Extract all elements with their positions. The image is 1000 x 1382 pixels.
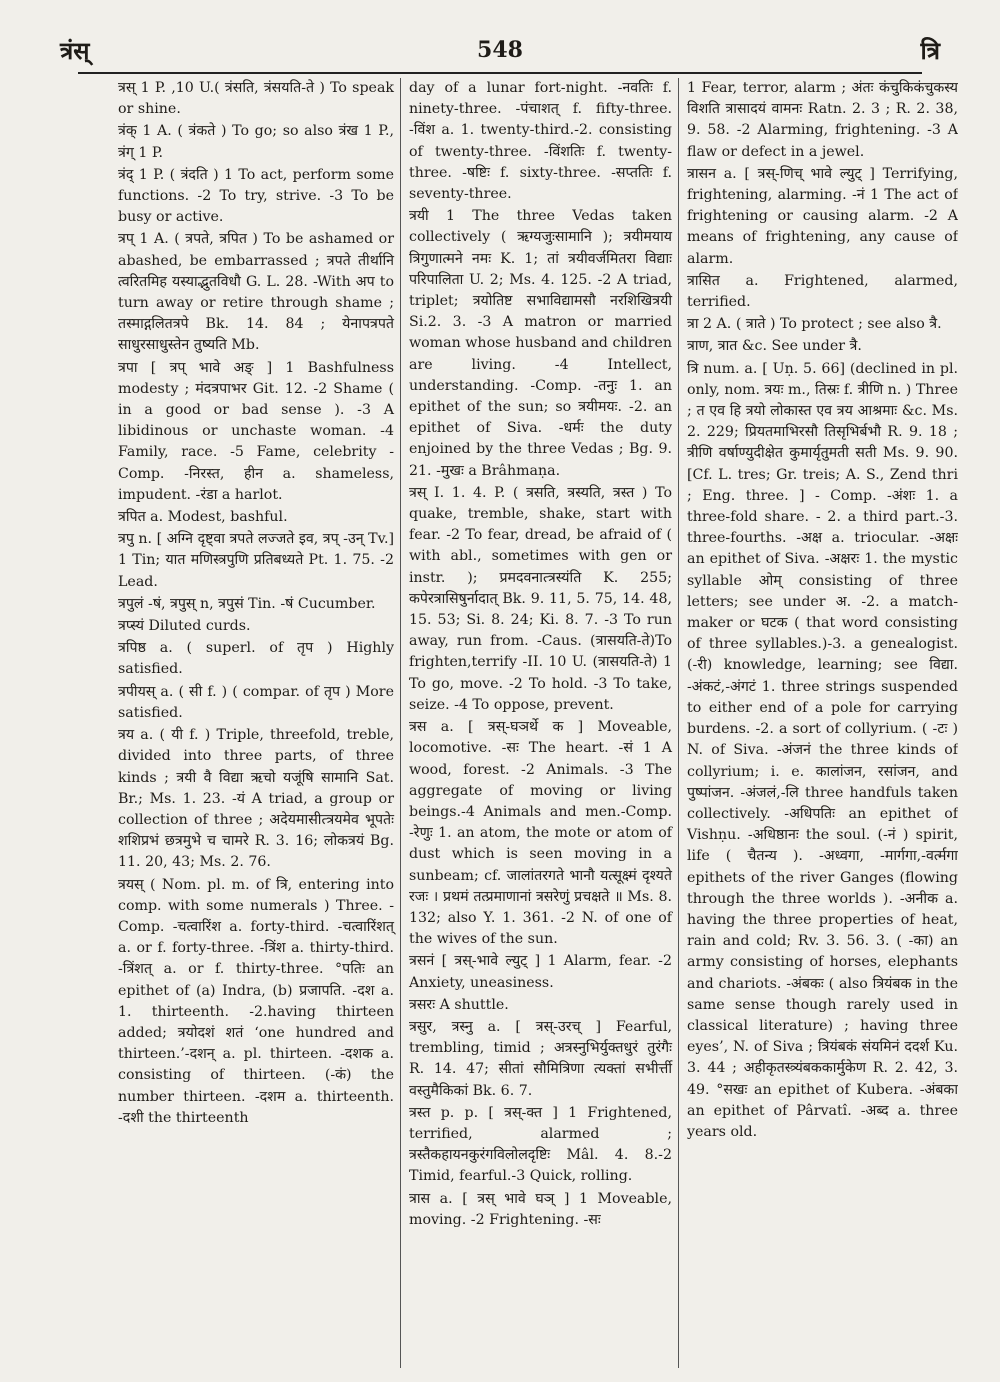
- entry: त्रासन a. [ त्रस्-णिच् भावे ल्युट् ] Terrifying, frightening, alarming. -नं 1 The act of frightening or causing alarm. -2 A means of frightening, any cause of alarm.: [687, 165, 958, 267]
- entry: त्रपीयस् a. ( सी f. ) ( compar. of तृप ) More satisfied.: [118, 683, 394, 721]
- right-guide-word: त्रि: [920, 35, 940, 65]
- entry: त्रपा [ त्रप् भावे अङ् ] 1 Bashfulness modesty ; मंदत्रपाभर Git. 12. -2 Shame ( in a good or bad sense ). -3 A libidinous or unchaste woman. -4 Family, race. -5 Fame, celebrity -Comp. -निरस्त, हीन a. shameless, impudent. -रंडा a harlot.: [118, 359, 394, 503]
- entry: त्रसरः A shuttle.: [409, 996, 509, 1013]
- entry: त्रयी 1 The three Vedas taken collectively ( ऋग्यजुःसामानि ); त्रयीमयाय त्रिगुणात्मने नमः K. 1; तां त्रयीवर्जमितरा विद्याः परिपालिता U. 2; Ms. 4. 125. -2 A triad, triplet; त्रयोतिष्ट सभाविद्यामसौ नरशिखित्रयी Si.2. 3. -3 A matron or married woman whose husband and children are living. -4 Intellect, understanding. -Comp. -तनुः 1. an epithet of the sun; so त्रयीमयः. -2. an epithet of Siva. -धर्मः the duty enjoined by the three Vedas ; Bg. 9. 21. -मुखः a Brâhmaṇa.: [409, 208, 672, 479]
- page-header: [60, 28, 940, 72]
- entry: त्रपित a. Modest, bashful.: [118, 509, 288, 526]
- column-1: [118, 78, 400, 1368]
- entry: त्रप् 1 A. ( त्रपते, त्रपित ) To be ashamed or abashed, be embarrassed ; त्रपते तीर्थानि त्वरितमिह यस्याद्भुतविधौ G. L. 28. -With अप to turn away or retire through shame ; तस्माद्गलितत्रपे Bk. 14. 84 ; येनापत्रपते साधुरसाधुस्तेन तुष्यति Mb.: [118, 231, 394, 354]
- entry: त्रस् 1 P. ,10 U.( त्रंसति, त्रंसयति-ते ) To speak or shine.: [118, 80, 394, 118]
- entry: त्रपु n. [ अग्नि दृष्ट्वा त्रपते लज्जते इव, त्रप् -उन् Tv.] 1 Tin; यात मणिस्त्रपुणि प्रतिबध्यते Pt. 1. 75. -2 Lead.: [118, 531, 394, 590]
- entry: त्रास a. [ त्रस् भावे घञ् ] 1 Moveable, moving. -2 Frightening. -सः: [409, 1190, 672, 1228]
- column-2: [400, 78, 678, 1368]
- entry: त्रपिष्ठ a. ( superl. of तृप ) Highly satisfied.: [118, 640, 394, 678]
- entry: त्रस् I. 1. 4. P. ( त्रसति, त्रस्यति, त्रस्त ) To quake, tremble, shake, start with fear. -2 To fear, dread, be afraid of ( with abl., sometimes with gen or instr. ); प्रमदवनात्त्रस्यंति K. 255; कपेरत्रासिषुर्नादात् Bk. 9. 11, 5. 75, 14. 48, 15. 53; Si. 8. 24; Ki. 8. 7. -3 To run away, run from. -Caus. (त्रासयति-ते)To frighten,terrify -II. 10 U. (त्रासयति-ते) 1 To go, move. -2 To hold. -3 To take, seize. -4 To oppose, prevent.: [409, 484, 672, 713]
- entry: त्राण, त्रात &c. See under त्रै.: [687, 338, 862, 355]
- left-guide-word: त्रंस्: [60, 35, 90, 65]
- entry: त्रप्स्यं Diluted curds.: [118, 618, 251, 635]
- entry: त्रा 2 A. ( त्राते ) To protect ; see also त्रै.: [687, 316, 942, 333]
- entry: त्रंक् 1 A. ( त्रंकते ) To go; so also त्रंख 1 P., त्रंग् 1 P.: [118, 123, 394, 161]
- entry: त्रसनं [ त्रस्-भावे ल्युट् ] 1 Alarm, fear. -2 Anxiety, uneasiness.: [409, 953, 672, 991]
- entry: त्रंद् 1 P. ( त्रंदति ) 1 To act, perform some functions. -2 To try, strive. -3 To be busy or active.: [118, 166, 394, 226]
- entry: त्रस्त p. p. [ त्रस्-क्त ] 1 Frightened, terrified, alarmed ; त्रस्तैकहायनकुरंगविलोलदृष्टिः Mâl. 4. 8.-2 Timid, fearful.-3 Quick, rolling.: [409, 1104, 672, 1185]
- entry: त्रपुलं -षं, त्रपुस् n, त्रपुसं Tin. -षं Cucumber.: [118, 595, 376, 612]
- column-3: [678, 78, 958, 1368]
- page-number: 548: [477, 37, 523, 63]
- entry: त्रयस् ( Nom. pl. m. of त्रि, entering into comp. with some numerals ) Three. -Comp. -चत्वारिंश a. forty-third. -चत्वारिंशत् a. or f. forty-three. -त्रिंश a. thirty-third. -त्रिंशत् a. or f. thirty-three. °पतिः an epithet of (a) Indra, (b) प्रजापति. -दश a. 1. thirteenth. -2.having thirteen added; त्रयोदशं शतं ‘one hundred and thirteen.’-दशन् a. pl. thirteen. -दशक a. consisting of thirteen. (-कं) the number thirteen. -दशम a. thirteenth. -दशी the thirteenth: [118, 876, 394, 1126]
- entry: त्रि num. a. [ Uṇ. 5. 66] (declined in pl. only, nom. त्रयः m., तिस्रः f. त्रीणि n. ) Three ; त एव हि त्रयो लोकास्त एव त्रय आश्रमाः &c. Ms. 2. 229; प्रियतमाभिरसौ तिसृभिर्बभौ R. 9. 18 ; त्रीणि वर्षाण्युदीक्षेत कुमार्यृतुमती सती Ms. 9. 90. [Cf. L. tres; Gr. treis; A. S., Zend thri ; Eng. three. ] - Comp. -अंशः 1. a three-fold share. - 2. a third part.-3. three-fourths. -अक्ष a. triocular. -अक्षः an epithet of Siva. -अक्षरः 1. the mystic syllable ओम् consisting of three letters; see under अ. -2. a match-maker or घटक ( that word consisting of three syllables.)-3. a genealogist. (-री) knowledge, learning; see विद्या. -अंकटं,-अंगटं 1. three strings suspended to either end of a pole for carrying burdens. -2. a sort of collyrium. ( -टः ) N. of Siva. -अंजनं the three kinds of collyrium; i. e. कालांजन, रसांजन, and पुष्पांजन. -अंजलं,-लि three handfuls taken collectively. -अधिपतिः an epithet of Vishṇu. -अधिष्ठानः the soul. (-नं ) spirit, life ( चैतन्य ). -अध्वगा, -मार्गगा,-वर्त्मगा epithets of the river Ganges (flowing through the three worlds ). -अनीक a. having the three properties of heat, rain and cold; Rv. 3. 56. 3. ( -का) an army consisting of horses, elephants and chariots. -अंबकः ( also त्रियंबक in the same sense though rarely used in classical literature) ; having three eyes’, N. of Siva ; त्रियंबकं संयमिनं ददर्श Ku. 3. 44 ; अहीकृतस्त्र्यंबककार्मुकेण R. 2. 42, 3. 49. °सखः an epithet of Kubera. -अंबका an epithet of Pârvatî. -अब्द a. three years old.: [687, 360, 958, 1140]
- entry: त्रसुर, त्रस्नु a. [ त्रस्-उरच् ] Fearful, trembling, timid ; अत्रस्नुभिर्युक्तधुरं तुरंगैः R. 14. 47; सीतां सौमित्रिणा त्यक्तां सभीर्त्ती वस्तुमैकिकां Bk. 6. 7.: [409, 1018, 672, 1099]
- entry: त्रासित a. Frightened, alarmed, terrified.: [687, 272, 958, 311]
- columns: [118, 78, 958, 1368]
- header-rule: [78, 72, 922, 74]
- entry: day of a lunar fort-night. -नवतिः f. ninety-three. -पंचाशत् f. fifty-three. -विंश a. 1. twenty-third.-2. consisting of twenty-three. -विंशतिः f. twenty-three. -षष्टिः f. sixty-three. -सप्ततिः f. seventy-three.: [409, 80, 672, 203]
- entry: त्रस a. [ त्रस्-घञर्थे क ] Moveable, locomotive. -सः The heart. -सं 1 A wood, forest. -2 Animals. -3 The aggregate of moving or living beings.-4 Animals and men.-Comp. -रेणुः 1. an atom, the mote or atom of dust which is seen moving in a sunbeam; cf. जालांतरगते भानौ यत्सूक्ष्मं दृश्यते रजः । प्रथमं तत्प्रमाणानां त्रसरेणुं प्रचक्षते ॥ Ms. 8. 132; also Y. 1. 361. -2 N. of one of the wives of the sun.: [409, 719, 672, 948]
- entry: 1 Fear, terror, alarm ; अंतः कंचुकिकंचुकस्य विशति त्रासादयं वामनः Ratn. 2. 3 ; R. 2. 38, 9. 58. -2 Alarming, frightening. -3 A flaw or defect in a jewel.: [687, 80, 958, 160]
- entry: त्रय a. ( यी f. ) Triple, threefold, treble, divided into three parts, of three kinds ; त्रयी वै विद्या ऋचो यजूंषि सामानि Sat. Br.; Ms. 1. 23. -यं A triad, a group or collection of three ; अदेयमासीत्त्रयमेव भूपतेः शशिप्रभं छत्रमुभे च चामरे R. 3. 16; लोकत्रयं Bg. 11. 20, 43; Ms. 2. 76.: [118, 727, 394, 871]
